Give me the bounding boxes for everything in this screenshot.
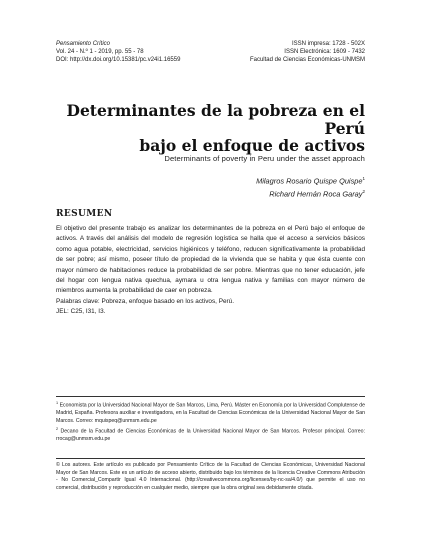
title-line-1: Determinantes de la pobreza en el Perú bbox=[66, 101, 365, 138]
keywords bbox=[56, 297, 365, 307]
doi-link[interactable]: DOI: http://dx.doi.org/10.15381/pc.v24i1.16559 bbox=[56, 56, 181, 63]
footnote-text: Decano de la Facultad de Ciencias Económicas de la Universidad Nacional Mayor de San Marcos. Profesor principal. Correo: rrocag@unmsm.edu.pe bbox=[56, 428, 365, 442]
author-name: Richard Hernán Roca Garay bbox=[269, 189, 363, 199]
footnote-mark: 1 bbox=[56, 401, 59, 405]
keywords-text: Pobreza, enfoque basado en los activos, Perú. bbox=[101, 297, 234, 305]
issn-print: ISSN impresa: 1728 - 502X bbox=[291, 41, 365, 47]
footnote-text: Economista por la Universidad Nacional Mayor de San Marcos, Lima, Perú. Máster en Economía por la Universidad Complutense de Madrid, España. Profesora auxiliar e investigadora, en la Facultad de Ciencias Económicas de la Universidad Nacional Mayor de San Marcos. Correo: mquispeq@unmsm.edu.pe bbox=[56, 402, 365, 424]
jel-codes bbox=[56, 307, 365, 317]
abstract-body: El objetivo del presente trabajo es analizar los determinantes de la pobreza en el Perú bajo el enfoque de activos. A través del análisis del modelo de regresión logística se halla que el acceso a servicios básicos como agua potable, electricidad, servicios higiénicos y teléfono, reducen significativamente la probabilidad de ser pobre; así mismo, poseer título de propiedad de la vivienda que se habita y que ésta cuente con mayor número de habitaciones reduce la probabilidad de ser pobre. Mientras que no tener educación, jefe del hogar con lengua nativa quechua, aymara u otra lengua nativa y familias con mayor número de miembros aumenta la probabilidad de caer en pobreza. bbox=[56, 225, 365, 295]
footnote-divider bbox=[56, 396, 365, 397]
author bbox=[256, 173, 365, 186]
volume-info: Vol. 24 - N.º 1 - 2019, pp. 55 - 78 bbox=[56, 48, 144, 55]
issn-info bbox=[185, 41, 365, 64]
footnote-mark: 2 bbox=[56, 426, 59, 431]
footnote-mark: 1 bbox=[362, 176, 365, 181]
keywords-label: Palabras clave: bbox=[56, 297, 100, 305]
faculty-name: Facultad de Ciencias Económicas-UNMSM bbox=[249, 56, 365, 63]
license-divider bbox=[56, 458, 365, 459]
footnote-mark: 2 bbox=[362, 189, 365, 195]
footnotes bbox=[56, 400, 365, 443]
author-name: Milagros Rosario Quispe Quispe bbox=[256, 176, 363, 186]
footnote bbox=[56, 426, 365, 444]
author-list bbox=[256, 173, 365, 200]
license-notice bbox=[56, 462, 365, 492]
title-line-2: bajo el enfoque de activos bbox=[139, 136, 365, 155]
abstract bbox=[56, 224, 365, 318]
article-title bbox=[56, 102, 365, 155]
english-title: Determinants of poverty in Peru under the asset approach bbox=[164, 154, 365, 163]
author bbox=[256, 186, 365, 199]
issn-electronic: ISSN Electrónica: 1609 - 7432 bbox=[284, 48, 365, 55]
abstract-heading: RESUMEN bbox=[56, 209, 113, 219]
jel-label: JEL: bbox=[56, 308, 69, 316]
jel-text: C25, I31, I3. bbox=[70, 308, 106, 316]
license-text: © Los autores. Este artículo es publicado por Pensamiento Crítico de la Facultad de Ciencias Económicas, Universidad Nacional Mayor de San Marcos. Este es un artículo de acceso abierto, distribuido bajo los términos de la licencia Creative Commons Atribución - No Comercial_Compartir Igual 4.0 Internacional. (http://creativecommons.org/licenses/by-nc-sa/4.0/) que permite el uso no comercial, distribución y reproducción en cualquier medio, siempre que la obra original sea debidamente citada. bbox=[56, 462, 365, 491]
footnote bbox=[56, 400, 365, 426]
journal-name: Pensamiento Crítico bbox=[56, 41, 111, 47]
